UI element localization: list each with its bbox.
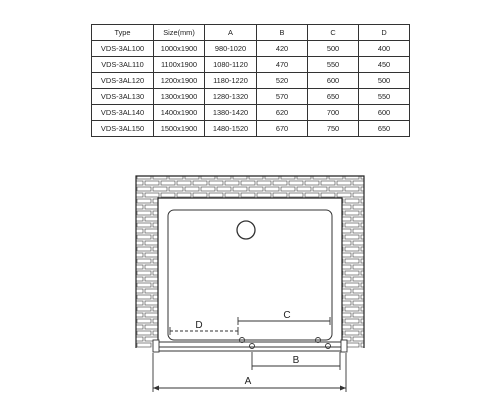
dimension-d xyxy=(170,327,238,335)
cell-b: 420 xyxy=(257,41,308,57)
cell-d: 400 xyxy=(359,41,410,57)
header-a: A xyxy=(205,25,257,41)
cell-a: 1380-1420 xyxy=(205,105,257,121)
cell-c: 550 xyxy=(308,57,359,73)
cell-c: 650 xyxy=(308,89,359,105)
cell-type: VDS-3AL150 xyxy=(92,121,154,137)
cell-d: 600 xyxy=(359,105,410,121)
cell-size: 1000x1900 xyxy=(154,41,205,57)
drain-icon xyxy=(237,221,255,239)
sliding-door-panels xyxy=(153,340,347,352)
cell-a: 1080-1120 xyxy=(205,57,257,73)
cell-d: 500 xyxy=(359,73,410,89)
cell-type: VDS-3AL120 xyxy=(92,73,154,89)
cell-c: 750 xyxy=(308,121,359,137)
cell-b: 470 xyxy=(257,57,308,73)
cell-b: 520 xyxy=(257,73,308,89)
shower-tray xyxy=(168,210,332,340)
cell-a: 1480-1520 xyxy=(205,121,257,137)
dimension-d-label: D xyxy=(195,320,203,331)
header-b: B xyxy=(257,25,308,41)
header-c: C xyxy=(308,25,359,41)
cell-d: 650 xyxy=(359,121,410,137)
cell-type: VDS-3AL140 xyxy=(92,105,154,121)
header-type: Type xyxy=(92,25,154,41)
cell-size: 1300x1900 xyxy=(154,89,205,105)
cell-a: 980-1020 xyxy=(205,41,257,57)
cell-b: 670 xyxy=(257,121,308,137)
cell-d: 550 xyxy=(359,89,410,105)
cell-size: 1100x1900 xyxy=(154,57,205,73)
dimension-b-label: B xyxy=(292,355,300,366)
header-d: D xyxy=(359,25,410,41)
cell-size: 1400x1900 xyxy=(154,105,205,121)
dimension-c-label: C xyxy=(283,310,291,321)
cell-a: 1280-1320 xyxy=(205,89,257,105)
cell-a: 1180-1220 xyxy=(205,73,257,89)
cell-size: 1500x1900 xyxy=(154,121,205,137)
dimension-a-label: A xyxy=(244,376,252,387)
cell-b: 570 xyxy=(257,89,308,105)
cell-type: VDS-3AL130 xyxy=(92,89,154,105)
cell-d: 450 xyxy=(359,57,410,73)
header-size: Size(mm) xyxy=(154,25,205,41)
cell-type: VDS-3AL100 xyxy=(92,41,154,57)
cell-c: 500 xyxy=(308,41,359,57)
cell-size: 1200x1900 xyxy=(154,73,205,89)
cell-type: VDS-3AL110 xyxy=(92,57,154,73)
cell-c: 600 xyxy=(308,73,359,89)
cell-b: 620 xyxy=(257,105,308,121)
cell-c: 700 xyxy=(308,105,359,121)
